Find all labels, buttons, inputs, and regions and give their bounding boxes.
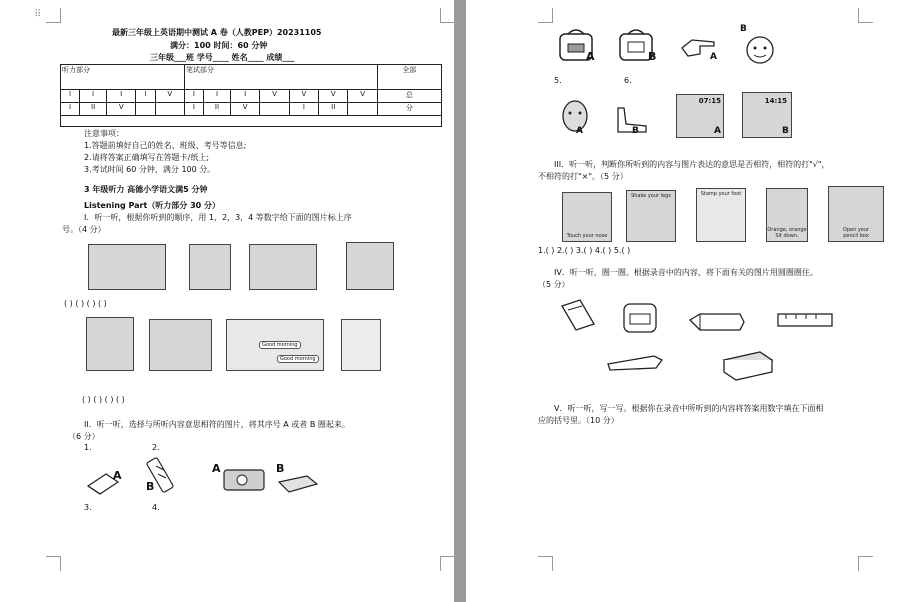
score-cell: 总 [377, 90, 441, 103]
q3-answer-blanks: 1.( ) 2.( ) 3.( ) 4.( ) 5.( ) [538, 246, 631, 255]
score-cell: I [80, 90, 107, 103]
face-icon [558, 98, 592, 138]
backpack-icon [618, 296, 662, 336]
q1-picture [149, 319, 212, 371]
picture-caption: Orange, orange Sit down. [767, 227, 807, 239]
option-label: A [714, 126, 721, 136]
q5-instruction-cont: 应的括号里。（10 分） [538, 416, 619, 425]
question-number: 5. [554, 76, 562, 85]
listening-part-title: Listening Part（听力部分 30 分） [84, 201, 221, 210]
option-label: B [146, 480, 155, 493]
q5-instruction: V．听一听，写一写。根据你在录音中所听到的内容将答案用数字填在下面相 [554, 404, 824, 413]
q2-number: 2. [152, 443, 160, 452]
drag-handle-icon[interactable]: ⠿ [34, 9, 43, 20]
total-header: 全部 [377, 65, 441, 90]
score-cell: I [61, 103, 80, 116]
score-time-line: 满分：100 时间：60 分钟 [170, 41, 268, 50]
score-cell: I [204, 90, 231, 103]
q1-picture [189, 244, 231, 290]
q3-instruction: III．听一听，判断你所听到的内容与图片表达的意思是否相符，相符的打"√"， [554, 160, 830, 169]
blank-score-row [61, 116, 442, 127]
score-cell: I [184, 103, 203, 116]
q2-number: 3. [84, 503, 92, 512]
q1-instruction: I．听一听，根据你听到的顺序，用 1，2，3，4 等数字给下面的图片标上序 [84, 213, 352, 222]
crop-mark [858, 556, 873, 571]
q1-picture [249, 244, 317, 290]
pencil-icon [688, 310, 748, 334]
score-cell [348, 103, 377, 116]
score-cell: V [230, 103, 259, 116]
option-label: B [648, 50, 657, 63]
q1-picture-good-morning [226, 319, 324, 371]
q3-instruction-cont: 不相符的打"×"。（5 分） [538, 172, 628, 181]
crop-mark [46, 556, 61, 571]
q1-instruction-cont: 号。（4 分） [62, 225, 106, 234]
q2-instruction-cont: （6 分） [68, 432, 100, 441]
speech-bubble: Good morning [259, 341, 301, 349]
ruler-icon [776, 310, 836, 330]
q2-number: 1. [84, 443, 92, 452]
note-item: 1.答题前填好自己的姓名、班级、考号等信息; [84, 141, 247, 150]
score-cell: I [107, 90, 136, 103]
score-cell: I [230, 90, 259, 103]
option-label: A [212, 462, 221, 475]
score-cell [260, 103, 289, 116]
score-cell: V [348, 90, 377, 103]
score-cell: V [260, 90, 289, 103]
score-cell: I [61, 90, 80, 103]
option-label: A [710, 52, 717, 62]
student-info-line: 三年级___班 学号____ 姓名____ 成绩___ [150, 53, 295, 62]
q3-picture [828, 186, 884, 242]
score-table [60, 64, 442, 127]
score-cell: II [204, 103, 231, 116]
option-label: B [782, 126, 789, 136]
box-icon [277, 474, 319, 494]
score-cell [136, 103, 155, 116]
q1-answer-blanks: ( ) ( ) ( ) ( ) [82, 395, 125, 404]
pencil-box-icon [720, 346, 776, 382]
q1-picture [86, 317, 134, 371]
q1-picture [346, 242, 394, 290]
score-cell: 分 [377, 103, 441, 116]
character-face-icon [742, 30, 778, 66]
q2-number: 4. [152, 503, 160, 512]
option-label: A [586, 50, 595, 63]
q4-instruction: IV．听一听，圈一圈。根据录音中的内容，将下面有关的图片用圆圈圈住。 [554, 268, 818, 277]
option-label: B [276, 462, 285, 475]
note-item: 2.请将答案正确填写在答题卡/纸上; [84, 153, 210, 162]
score-cell: V [289, 90, 318, 103]
q3-picture [562, 192, 612, 242]
document-page-1 [0, 0, 454, 602]
picture-caption: Shake your legs [631, 193, 671, 199]
picture-caption: Stamp your foot [700, 191, 742, 197]
q2-instruction: II．听一听，选择与所听内容意思相符的图片，将其序号 A 或者 B 圈起来。 [84, 420, 350, 429]
q1-picture [341, 319, 381, 371]
document-page-2 [466, 0, 912, 602]
score-cell: V [319, 90, 348, 103]
picture-caption: Touch your nose [566, 233, 608, 239]
question-number: 6. [624, 76, 632, 85]
note-item: 3.考试时间 60 分钟，满分 100 分。 [84, 165, 216, 174]
score-cell: V [107, 103, 136, 116]
section-header: 3 年级听力 高德小学语文满5 分钟 [84, 185, 208, 194]
option-label: B [632, 126, 639, 136]
crop-mark [538, 556, 553, 571]
q3-picture [626, 190, 676, 242]
score-cell: I [289, 103, 318, 116]
score-cell: II [80, 103, 107, 116]
q1-picture [88, 244, 166, 290]
notebook-icon [558, 298, 598, 334]
option-label: B [740, 24, 747, 34]
q3-picture [766, 188, 808, 242]
option-label: A [113, 469, 122, 482]
q4-instruction-cont: （5 分） [538, 280, 570, 289]
notes-title: 注意事项： [84, 129, 124, 138]
crop-mark [440, 556, 454, 571]
q3-picture [696, 188, 746, 242]
clock-time: 07:15 [698, 97, 721, 105]
speech-bubble: Good morning [277, 355, 319, 363]
crop-mark [440, 8, 454, 23]
picture-caption: Open your pencil box [842, 227, 870, 239]
q1-answer-blanks: ( ) ( ) ( ) ( ) [64, 299, 107, 308]
listening-header: 听力部分 [61, 65, 185, 90]
exam-title: 最新三年级上英语期中测试 A 卷（人教PEP）20231105 [112, 28, 322, 37]
score-cell: II [319, 103, 348, 116]
eraser-icon [222, 466, 268, 494]
score-cell [155, 103, 184, 116]
pen-icon [606, 350, 666, 376]
score-cell: I [136, 90, 155, 103]
score-cell: I [184, 90, 203, 103]
crop-mark [46, 8, 61, 23]
score-cell: V [155, 90, 184, 103]
option-label: A [576, 126, 583, 136]
crop-mark [858, 8, 873, 23]
clock-time: 14:15 [764, 97, 787, 105]
written-header: 笔试部分 [184, 65, 377, 90]
crop-mark [538, 8, 553, 23]
